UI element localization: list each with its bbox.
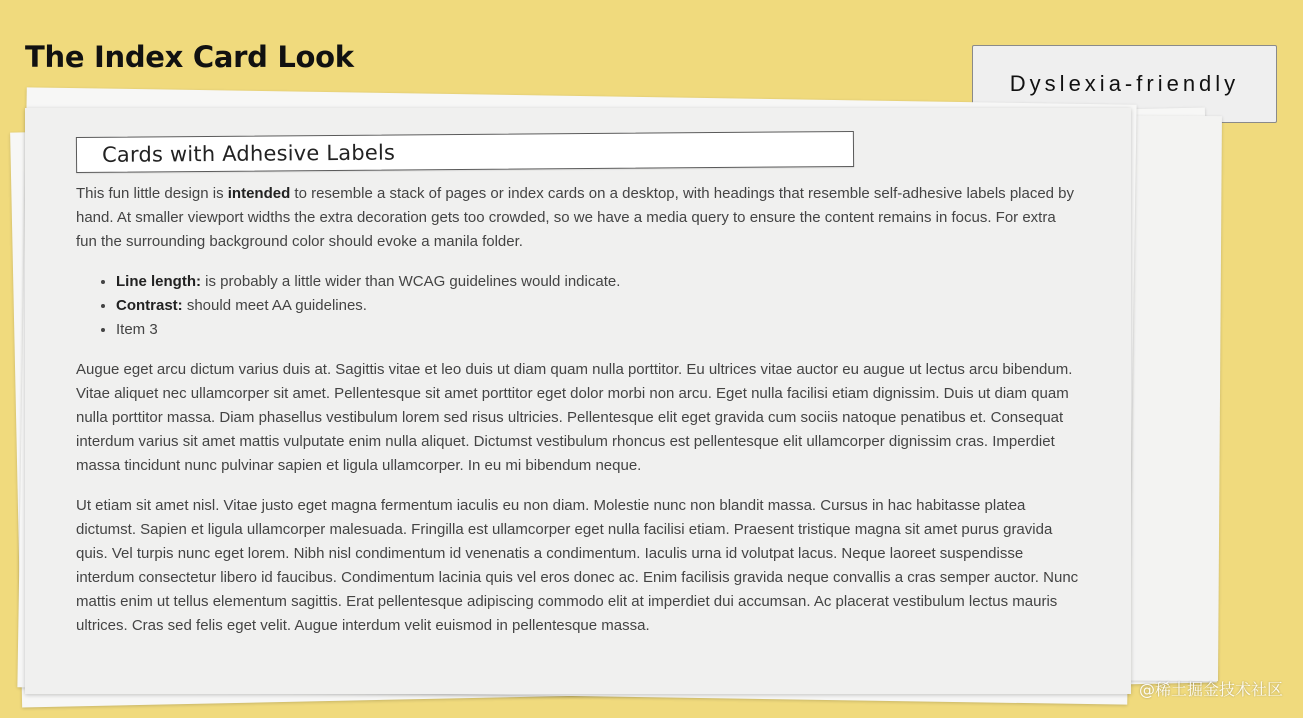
list-item — [116, 294, 1079, 318]
body-paragraph-2: Ut etiam sit amet nisl. Vitae justo eget magna fermentum iaculis eu non diam. Molestie nunc non blandit massa. Cursus in hac habitasse platea dictumst. Sapien et ligula ullamcorper malesuada. Fringilla est ullamcorper eget nulla facilisi etiam. Praesent tristique magna sit amet purus gravida quis. Vel turpis nunc eget lorem. Nibh nisl condimentum id venenatis a condimentum. Iaculis urna id volutpat lacus. Neque laoreet suspendisse interdum consectetur libero id faucibus. Condimentum lacinia quis vel eros donec ac. Enim facilisis gravida neque convallis a cras semper auctor. Nunc mattis enim ut tellus elementum sagittis. Erat pellentesque adipiscing commodo elit at imperdiet dui accumsan. Ac placerat vestibulum lectus mauris ultrices. Cras sed felis eget velit. Augue interdum velit euismod in pellentesque massa. — [76, 497, 1079, 634]
list-item — [116, 318, 1079, 342]
dyslexia-friendly-toggle-button[interactable]: Dyslexia-friendly — [972, 45, 1277, 123]
list-item-text: should meet AA guidelines. — [182, 297, 367, 314]
page-title: The Index Card Look — [25, 40, 354, 74]
list-item-term: Line length: — [116, 273, 201, 290]
list-item-term: Contrast: — [116, 297, 183, 314]
list-item-text: Item 3 — [116, 321, 158, 338]
index-card — [25, 108, 1131, 694]
intro-text-end: to resemble a stack of pages or index cards on a desktop, with headings that resemble self-adhesive labels placed by hand. At smaller viewport widths the extra decoration gets too crowded, so we have a media query to ensure the content remains in focus. For extra fun the surrounding background color should evoke a manila folder. — [76, 185, 1075, 250]
feature-list — [76, 270, 1079, 342]
intro-text-start: This fun little design is — [76, 185, 228, 202]
intro-emphasis: intended — [227, 185, 291, 202]
body-paragraph-1: Augue eget arcu dictum varius duis at. Sagittis vitae et leo duis ut diam quam nulla porttitor. Eu ultrices vitae auctor eu augue ut lectus arcu bibendum. Vitae aliquet nec ullamcorper sit amet. Pellentesque sit amet porttitor eget dolor morbi non arcu. Eget nulla facilisi etiam dignissim. Duis ut diam quam nulla porttitor massa. Diam phasellus vestibulum lorem sed risus ultricies. Pellentesque elit eget gravida cum sociis natoque penatibus et. Consequat interdum varius sit amet mattis vulputate enim nulla aliquet. Dictumst vestibulum rhoncus est pellentesque elit ullamcorper dignissim cras. Imperdiet massa tincidunt nunc pulvinar sapien et ligula ullamcorper. In eu mi bibendum neque. — [76, 361, 1073, 474]
adhesive-label — [76, 131, 854, 173]
list-item-text: is probably a little wider than WCAG guidelines would indicate. — [201, 273, 621, 290]
card-heading: Cards with Adhesive Labels — [101, 140, 396, 167]
list-item — [116, 270, 1079, 294]
watermark-text: @稀土掘金技术社区 — [1138, 680, 1283, 699]
intro-paragraph — [76, 182, 1079, 254]
